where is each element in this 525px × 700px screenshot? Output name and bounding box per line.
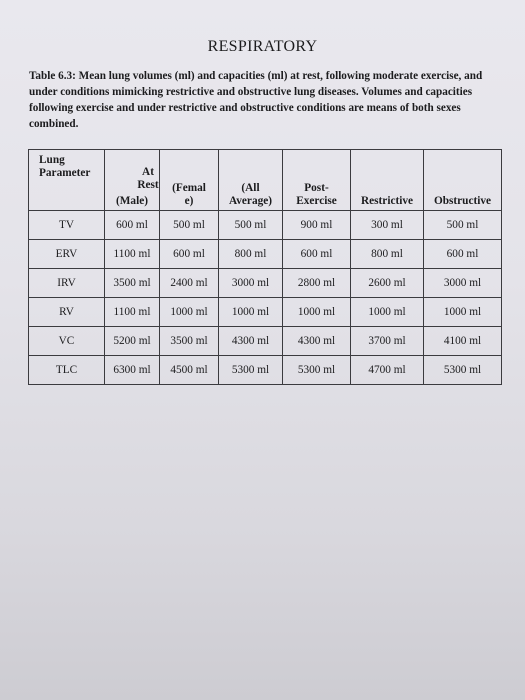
cell-average: 500 ml bbox=[219, 211, 283, 240]
cell-restrictive: 2600 ml bbox=[351, 269, 424, 298]
caption-label: Table 6.3: bbox=[29, 70, 76, 82]
cell-average: 4300 ml bbox=[219, 327, 283, 356]
header-obstructive bbox=[424, 150, 502, 211]
cell-average: 5300 ml bbox=[219, 356, 283, 385]
cell-restrictive: 3700 ml bbox=[351, 327, 424, 356]
cell-restrictive: 1000 ml bbox=[351, 298, 424, 327]
row-parameter-label: TV bbox=[29, 211, 105, 240]
cell-female: 500 ml bbox=[160, 211, 219, 240]
cell-male: 1100 ml bbox=[105, 240, 160, 269]
header-all-line1: (All bbox=[241, 182, 260, 194]
header-restrictive bbox=[351, 150, 424, 211]
table-row bbox=[29, 269, 502, 298]
header-obstructive-label: Obstructive bbox=[433, 195, 492, 207]
row-parameter-label: TLC bbox=[29, 356, 105, 385]
row-parameter-label: RV bbox=[29, 298, 105, 327]
row-parameter-label: IRV bbox=[29, 269, 105, 298]
header-at-rest: At Rest bbox=[137, 166, 159, 191]
cell-average: 1000 ml bbox=[219, 298, 283, 327]
header-female-line2: e) bbox=[184, 195, 194, 207]
cell-female: 1000 ml bbox=[160, 298, 219, 327]
cell-male: 1100 ml bbox=[105, 298, 160, 327]
row-parameter-label: VC bbox=[29, 327, 105, 356]
cell-post: 5300 ml bbox=[283, 356, 351, 385]
table-row bbox=[29, 211, 502, 240]
cell-obstructive: 4100 ml bbox=[424, 327, 502, 356]
cell-average: 800 ml bbox=[219, 240, 283, 269]
table-caption bbox=[29, 68, 499, 132]
table-row bbox=[29, 356, 502, 385]
cell-post: 600 ml bbox=[283, 240, 351, 269]
table-body bbox=[29, 211, 502, 385]
table-row bbox=[29, 240, 502, 269]
cell-average: 3000 ml bbox=[219, 269, 283, 298]
cell-female: 600 ml bbox=[160, 240, 219, 269]
header-female bbox=[160, 150, 219, 211]
cell-post: 4300 ml bbox=[283, 327, 351, 356]
row-parameter-label: ERV bbox=[29, 240, 105, 269]
header-male bbox=[105, 150, 160, 211]
caption-text: Mean lung volumes (ml) and capacities (ml) at rest, following moderate exercise, and under conditions mimicking restrictive and obstructive lung diseases. Volumes and capacities following exercise and under restrictive and obstructive conditions are means of both sexes combined. bbox=[29, 70, 483, 130]
cell-male: 600 ml bbox=[105, 211, 160, 240]
cell-female: 3500 ml bbox=[160, 327, 219, 356]
cell-obstructive: 1000 ml bbox=[424, 298, 502, 327]
cell-female: 4500 ml bbox=[160, 356, 219, 385]
header-post-line1: Post- bbox=[304, 182, 329, 194]
header-lung-parameter: Lung Parameter bbox=[29, 150, 105, 211]
cell-male: 5200 ml bbox=[105, 327, 160, 356]
table-header-row bbox=[29, 150, 502, 211]
header-male-label: (Male) bbox=[116, 195, 148, 207]
cell-restrictive: 4700 ml bbox=[351, 356, 424, 385]
cell-obstructive: 600 ml bbox=[424, 240, 502, 269]
header-restrictive-label: Restrictive bbox=[360, 195, 414, 207]
cell-obstructive: 5300 ml bbox=[424, 356, 502, 385]
cell-restrictive: 800 ml bbox=[351, 240, 424, 269]
header-post-exercise bbox=[283, 150, 351, 211]
cell-post: 2800 ml bbox=[283, 269, 351, 298]
header-all-average bbox=[219, 150, 283, 211]
cell-obstructive: 500 ml bbox=[424, 211, 502, 240]
lung-volumes-table bbox=[28, 149, 502, 385]
cell-post: 900 ml bbox=[283, 211, 351, 240]
page-heading: RESPIRATORY bbox=[207, 38, 318, 55]
cell-female: 2400 ml bbox=[160, 269, 219, 298]
header-post-line2: Exercise bbox=[296, 195, 337, 207]
cell-obstructive: 3000 ml bbox=[424, 269, 502, 298]
table-row bbox=[29, 298, 502, 327]
cell-male: 3500 ml bbox=[105, 269, 160, 298]
table-row bbox=[29, 327, 502, 356]
header-female-line1: (Femal bbox=[172, 182, 206, 194]
cell-restrictive: 300 ml bbox=[351, 211, 424, 240]
header-all-line2: Average) bbox=[228, 195, 273, 207]
cell-post: 1000 ml bbox=[283, 298, 351, 327]
cell-male: 6300 ml bbox=[105, 356, 160, 385]
